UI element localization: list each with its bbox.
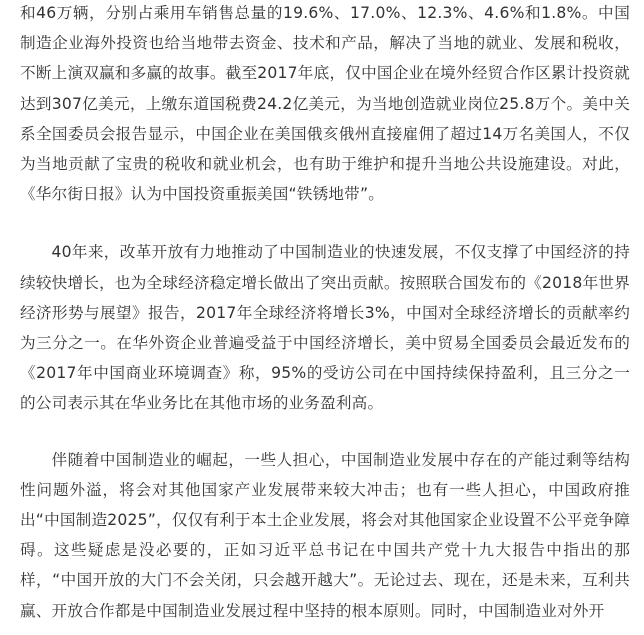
article-paragraph-2: 40年来，改革开放有力地推动了中国制造业的快速发展，不仅支撑了中国经济的持续较快增长，也为全球经济稳定增长做出了突出贡献。按照联合国发布的《2018年世界经济形势与展望》报告，2017年全球经济将增长3%，中国对全球经济增长的贡献率约为三分之一。在华外资企业普遍受益于中国经济增长，美中贸易全国委员会最近发布的《2017年中国商业环境调查》称，95%的受访公司在中国持续保持盈利，且三分之一的公司表示其在华业务比在其他市场的业务盈利高。 [20,243,630,413]
article-paragraph-1: 和46万辆，分别占乘用车销售总量的19.6%、17.0%、12.3%、4.6%和1.8%。中国制造企业海外投资也给当地带去资金、技术和产品，解决了当地的就业、发展和税收，不断上演双赢和多赢的故事。截至2017年底，仅中国企业在境外经贸合作区累计投资就达到307亿美元，上缴东道国税费24.2亿美元，为当地创造就业岗位25.8万个。美中关系全国委员会报告显示，中国企业在美国俄亥俄州直接雇佣了超过14万名美国人，不仅为当地贡献了宝贵的税收和就业机会，也有助于维护和提升当地公共设施建设。对此，《华尔街日报》认为中国投资重振美国“铁锈地带”。 [20,4,630,204]
article-body [20,0,630,626]
paragraph-spacer [20,419,630,445]
article-paragraph-3: 伴随着中国制造业的崛起，一些人担心，中国制造业发展中存在的产能过剩等结构性问题外溢，将会对其他国家产业发展带来较大冲击；也有一些人担心，中国政府推出“中国制造2025”，仅仅有利于本土企业发展，将会对其他国家企业设置不公平竞争障碍。这些疑虑是没必要的，正如习近平总书记在中国共产党十九大报告中指出的那样，“中国开放的大门不会关闭，只会越开越大”。无论过去、现在，还是未来，互利共赢、开放合作都是中国制造业发展过程中坚持的根本原则。同时，中国制造业对外开 [20,450,630,620]
paragraph-spacer [20,209,630,237]
